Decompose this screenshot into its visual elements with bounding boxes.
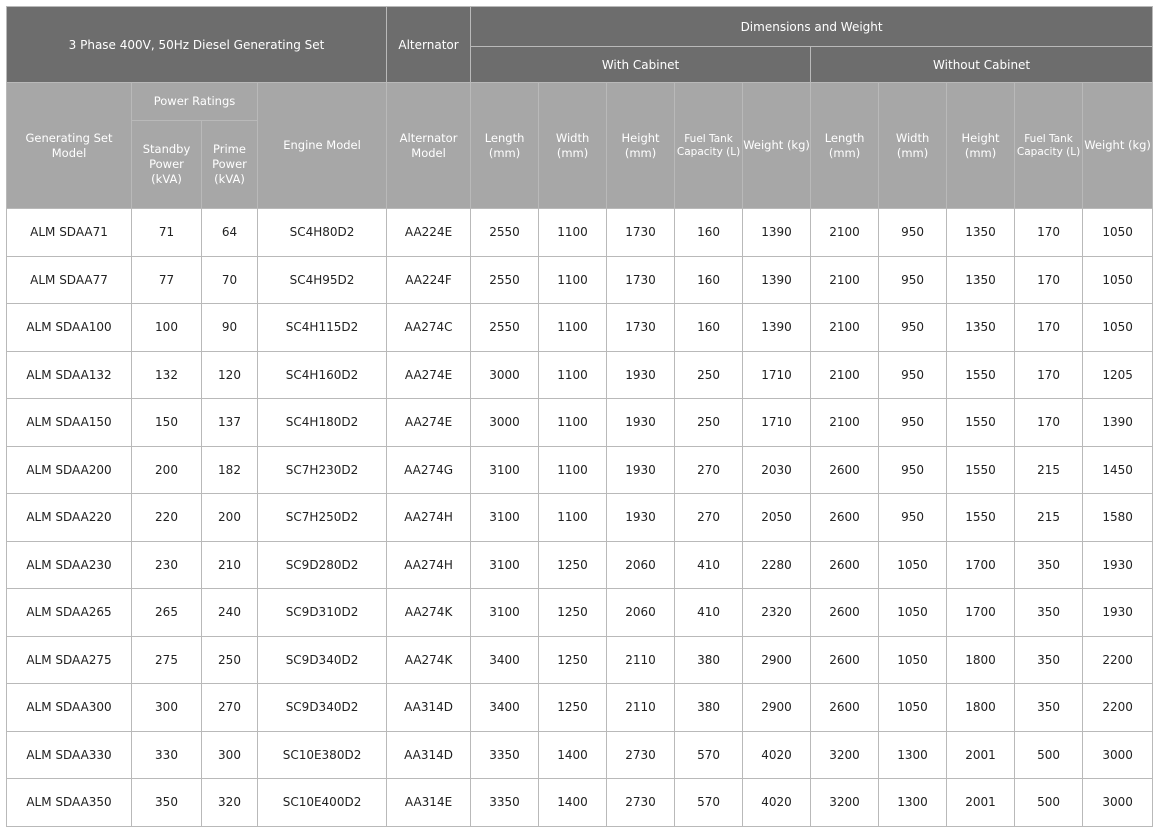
prime-power-cell: 200	[202, 494, 258, 542]
with-fuel-cell: 410	[675, 541, 743, 589]
with-weight-cell: 1390	[743, 256, 811, 304]
engine-model-cell: SC4H80D2	[258, 209, 387, 257]
with-width-cell: 1100	[539, 209, 607, 257]
without-width-cell: 1050	[879, 684, 947, 732]
prime-power-cell: 210	[202, 541, 258, 589]
without-length-cell: 2600	[811, 589, 879, 637]
without-weight-cell: 1930	[1083, 541, 1153, 589]
without-length-cell: 2100	[811, 209, 879, 257]
standby-power-cell: 265	[132, 589, 202, 637]
engine-model-cell: SC10E380D2	[258, 731, 387, 779]
without-width-cell: 1300	[879, 779, 947, 827]
without-height-cell: 1350	[947, 304, 1015, 352]
with-width-cell: 1250	[539, 636, 607, 684]
without-width-cell: 950	[879, 494, 947, 542]
alternator-model-cell: AA274H	[387, 541, 471, 589]
with-width-cell: 1100	[539, 446, 607, 494]
with-fuel-cell: 270	[675, 494, 743, 542]
with-height-cell: 1730	[607, 256, 675, 304]
with-width-cell: 1250	[539, 541, 607, 589]
spec-table-body	[7, 209, 1153, 827]
with-height-cell: 1930	[607, 399, 675, 447]
prime-power-cell: 90	[202, 304, 258, 352]
with-height-cell: 1930	[607, 351, 675, 399]
table-row	[7, 256, 1153, 304]
with-fuel-cell: 160	[675, 304, 743, 352]
with-width-header: Width (mm)	[539, 83, 607, 209]
table-row	[7, 209, 1153, 257]
without-length-cell: 2600	[811, 494, 879, 542]
standby-power-cell: 350	[132, 779, 202, 827]
prime-power-cell: 182	[202, 446, 258, 494]
with-width-cell: 1250	[539, 684, 607, 732]
prime-power-cell: 320	[202, 779, 258, 827]
set-title-header: 3 Phase 400V, 50Hz Diesel Generating Set	[7, 7, 387, 83]
with-length-cell: 3000	[471, 351, 539, 399]
with-width-cell: 1250	[539, 589, 607, 637]
with-cabinet-header: With Cabinet	[471, 47, 811, 83]
without-weight-cell: 1930	[1083, 589, 1153, 637]
without-weight-cell: 1050	[1083, 256, 1153, 304]
without-fuel-cell: 215	[1015, 446, 1083, 494]
without-weight-header: Weight (kg)	[1083, 83, 1153, 209]
with-width-cell: 1100	[539, 494, 607, 542]
standby-power-cell: 275	[132, 636, 202, 684]
with-width-cell: 1100	[539, 256, 607, 304]
engine-model-cell: SC7H250D2	[258, 494, 387, 542]
model-cell: ALM SDAA71	[7, 209, 132, 257]
without-length-header: Length (mm)	[811, 83, 879, 209]
engine-model-cell: SC10E400D2	[258, 779, 387, 827]
without-length-cell: 2600	[811, 446, 879, 494]
with-length-cell: 2550	[471, 256, 539, 304]
alternator-model-cell: AA224E	[387, 209, 471, 257]
with-length-cell: 3100	[471, 446, 539, 494]
standby-power-cell: 150	[132, 399, 202, 447]
without-height-cell: 1550	[947, 446, 1015, 494]
engine-model-cell: SC4H95D2	[258, 256, 387, 304]
with-weight-cell: 1710	[743, 399, 811, 447]
without-width-cell: 1050	[879, 636, 947, 684]
without-length-cell: 2100	[811, 256, 879, 304]
without-width-header: Width (mm)	[879, 83, 947, 209]
without-weight-cell: 1205	[1083, 351, 1153, 399]
model-cell: ALM SDAA350	[7, 779, 132, 827]
alternator-model-cell: AA274C	[387, 304, 471, 352]
with-height-cell: 1930	[607, 494, 675, 542]
without-height-cell: 1550	[947, 494, 1015, 542]
model-cell: ALM SDAA330	[7, 731, 132, 779]
without-height-cell: 1700	[947, 541, 1015, 589]
without-width-cell: 950	[879, 399, 947, 447]
model-cell: ALM SDAA132	[7, 351, 132, 399]
without-height-cell: 1800	[947, 636, 1015, 684]
without-weight-cell: 3000	[1083, 779, 1153, 827]
alternator-model-cell: AA274H	[387, 494, 471, 542]
with-length-header: Length (mm)	[471, 83, 539, 209]
model-cell: ALM SDAA265	[7, 589, 132, 637]
with-length-cell: 3100	[471, 494, 539, 542]
standby-power-cell: 200	[132, 446, 202, 494]
standby-power-cell: 230	[132, 541, 202, 589]
with-weight-header: Weight (kg)	[743, 83, 811, 209]
alternator-model-cell: AA314D	[387, 731, 471, 779]
with-height-cell: 1930	[607, 446, 675, 494]
with-fuel-cell: 410	[675, 589, 743, 637]
standby-power-cell: 330	[132, 731, 202, 779]
with-width-cell: 1400	[539, 779, 607, 827]
with-height-cell: 1730	[607, 209, 675, 257]
engine-model-cell: SC4H115D2	[258, 304, 387, 352]
alternator-model-cell: AA274K	[387, 636, 471, 684]
with-weight-cell: 2030	[743, 446, 811, 494]
with-height-cell: 2060	[607, 541, 675, 589]
with-height-cell: 2110	[607, 636, 675, 684]
without-width-cell: 950	[879, 304, 947, 352]
with-fuel-cell: 160	[675, 209, 743, 257]
without-fuel-cell: 170	[1015, 304, 1083, 352]
with-width-cell: 1100	[539, 304, 607, 352]
alternator-model-cell: AA274G	[387, 446, 471, 494]
prime-power-cell: 70	[202, 256, 258, 304]
dimensions-group-header: Dimensions and Weight	[471, 7, 1153, 47]
prime-power-cell: 137	[202, 399, 258, 447]
without-height-cell: 2001	[947, 779, 1015, 827]
with-weight-cell: 4020	[743, 779, 811, 827]
with-height-header: Height (mm)	[607, 83, 675, 209]
spec-table-container	[6, 6, 1152, 827]
without-length-cell: 2600	[811, 684, 879, 732]
without-length-cell: 2600	[811, 541, 879, 589]
with-height-cell: 2730	[607, 731, 675, 779]
prime-power-cell: 120	[202, 351, 258, 399]
with-height-cell: 2060	[607, 589, 675, 637]
without-fuel-cell: 170	[1015, 351, 1083, 399]
without-weight-cell: 1450	[1083, 446, 1153, 494]
without-length-cell: 2600	[811, 636, 879, 684]
model-cell: ALM SDAA220	[7, 494, 132, 542]
prime-power-cell: 300	[202, 731, 258, 779]
without-weight-cell: 3000	[1083, 731, 1153, 779]
table-row	[7, 541, 1153, 589]
model-cell: ALM SDAA230	[7, 541, 132, 589]
with-fuel-cell: 160	[675, 256, 743, 304]
alternator-model-cell: AA274K	[387, 589, 471, 637]
engine-model-cell: SC4H180D2	[258, 399, 387, 447]
without-cabinet-header: Without Cabinet	[811, 47, 1153, 83]
with-height-cell: 2110	[607, 684, 675, 732]
table-row	[7, 304, 1153, 352]
without-fuel-cell: 350	[1015, 589, 1083, 637]
without-height-cell: 1700	[947, 589, 1015, 637]
standby-power-header: Standby Power (kVA)	[132, 121, 202, 209]
with-length-cell: 3000	[471, 399, 539, 447]
without-height-cell: 1350	[947, 256, 1015, 304]
without-width-cell: 1050	[879, 541, 947, 589]
model-cell: ALM SDAA275	[7, 636, 132, 684]
with-length-cell: 3350	[471, 731, 539, 779]
without-fuel-header: Fuel Tank Capacity (L)	[1015, 83, 1083, 209]
alternator-group-header: Alternator	[387, 7, 471, 83]
with-weight-cell: 2050	[743, 494, 811, 542]
with-fuel-cell: 250	[675, 351, 743, 399]
without-height-cell: 2001	[947, 731, 1015, 779]
without-width-cell: 950	[879, 256, 947, 304]
without-fuel-cell: 350	[1015, 636, 1083, 684]
with-fuel-header: Fuel Tank Capacity (L)	[675, 83, 743, 209]
model-col-header: Generating Set Model	[7, 83, 132, 209]
table-row	[7, 636, 1153, 684]
without-weight-cell: 1390	[1083, 399, 1153, 447]
table-row	[7, 589, 1153, 637]
without-fuel-cell: 170	[1015, 399, 1083, 447]
with-height-cell: 2730	[607, 779, 675, 827]
standby-power-cell: 220	[132, 494, 202, 542]
with-width-cell: 1400	[539, 731, 607, 779]
power-ratings-header: Power Ratings	[132, 83, 258, 121]
model-cell: ALM SDAA77	[7, 256, 132, 304]
alternator-model-cell: AA274E	[387, 399, 471, 447]
with-fuel-cell: 570	[675, 779, 743, 827]
table-row	[7, 731, 1153, 779]
without-height-cell: 1350	[947, 209, 1015, 257]
without-length-cell: 3200	[811, 731, 879, 779]
table-row	[7, 684, 1153, 732]
without-fuel-cell: 350	[1015, 541, 1083, 589]
with-weight-cell: 4020	[743, 731, 811, 779]
without-fuel-cell: 500	[1015, 779, 1083, 827]
with-weight-cell: 1710	[743, 351, 811, 399]
without-width-cell: 950	[879, 446, 947, 494]
engine-model-cell: SC9D340D2	[258, 684, 387, 732]
without-weight-cell: 1050	[1083, 304, 1153, 352]
with-weight-cell: 2900	[743, 684, 811, 732]
without-height-cell: 1550	[947, 351, 1015, 399]
engine-model-cell: SC9D340D2	[258, 636, 387, 684]
model-cell: ALM SDAA100	[7, 304, 132, 352]
alternator-model-cell: AA224F	[387, 256, 471, 304]
prime-power-cell: 240	[202, 589, 258, 637]
with-fuel-cell: 250	[675, 399, 743, 447]
engine-col-header: Engine Model	[258, 83, 387, 209]
without-fuel-cell: 500	[1015, 731, 1083, 779]
standby-power-cell: 71	[132, 209, 202, 257]
table-row	[7, 779, 1153, 827]
prime-power-header: Prime Power (kVA)	[202, 121, 258, 209]
without-height-cell: 1800	[947, 684, 1015, 732]
with-length-cell: 3400	[471, 684, 539, 732]
table-row	[7, 399, 1153, 447]
with-weight-cell: 1390	[743, 209, 811, 257]
with-length-cell: 3350	[471, 779, 539, 827]
table-row	[7, 351, 1153, 399]
without-width-cell: 1300	[879, 731, 947, 779]
prime-power-cell: 250	[202, 636, 258, 684]
without-fuel-cell: 215	[1015, 494, 1083, 542]
table-row	[7, 494, 1153, 542]
with-fuel-cell: 380	[675, 636, 743, 684]
generating-set-spec-table	[6, 6, 1153, 827]
without-fuel-cell: 170	[1015, 209, 1083, 257]
table-row	[7, 446, 1153, 494]
engine-model-cell: SC4H160D2	[258, 351, 387, 399]
without-weight-cell: 2200	[1083, 684, 1153, 732]
without-width-cell: 950	[879, 351, 947, 399]
with-length-cell: 2550	[471, 304, 539, 352]
alternator-model-cell: AA314E	[387, 779, 471, 827]
without-weight-cell: 1580	[1083, 494, 1153, 542]
without-weight-cell: 1050	[1083, 209, 1153, 257]
with-weight-cell: 1390	[743, 304, 811, 352]
model-cell: ALM SDAA150	[7, 399, 132, 447]
with-fuel-cell: 270	[675, 446, 743, 494]
with-width-cell: 1100	[539, 399, 607, 447]
with-weight-cell: 2320	[743, 589, 811, 637]
alternator-model-cell: AA314D	[387, 684, 471, 732]
engine-model-cell: SC7H230D2	[258, 446, 387, 494]
without-weight-cell: 2200	[1083, 636, 1153, 684]
standby-power-cell: 77	[132, 256, 202, 304]
model-cell: ALM SDAA300	[7, 684, 132, 732]
standby-power-cell: 100	[132, 304, 202, 352]
with-length-cell: 2550	[471, 209, 539, 257]
with-weight-cell: 2900	[743, 636, 811, 684]
engine-model-cell: SC9D280D2	[258, 541, 387, 589]
without-length-cell: 2100	[811, 399, 879, 447]
with-length-cell: 3100	[471, 589, 539, 637]
without-width-cell: 1050	[879, 589, 947, 637]
standby-power-cell: 132	[132, 351, 202, 399]
with-width-cell: 1100	[539, 351, 607, 399]
without-height-cell: 1550	[947, 399, 1015, 447]
with-height-cell: 1730	[607, 304, 675, 352]
standby-power-cell: 300	[132, 684, 202, 732]
without-fuel-cell: 170	[1015, 256, 1083, 304]
without-length-cell: 2100	[811, 304, 879, 352]
with-fuel-cell: 380	[675, 684, 743, 732]
with-length-cell: 3400	[471, 636, 539, 684]
without-fuel-cell: 350	[1015, 684, 1083, 732]
prime-power-cell: 64	[202, 209, 258, 257]
without-width-cell: 950	[879, 209, 947, 257]
with-length-cell: 3100	[471, 541, 539, 589]
with-fuel-cell: 570	[675, 731, 743, 779]
model-cell: ALM SDAA200	[7, 446, 132, 494]
without-height-header: Height (mm)	[947, 83, 1015, 209]
with-weight-cell: 2280	[743, 541, 811, 589]
engine-model-cell: SC9D310D2	[258, 589, 387, 637]
alternator-model-col-header: Alternator Model	[387, 83, 471, 209]
without-length-cell: 3200	[811, 779, 879, 827]
prime-power-cell: 270	[202, 684, 258, 732]
without-length-cell: 2100	[811, 351, 879, 399]
alternator-model-cell: AA274E	[387, 351, 471, 399]
